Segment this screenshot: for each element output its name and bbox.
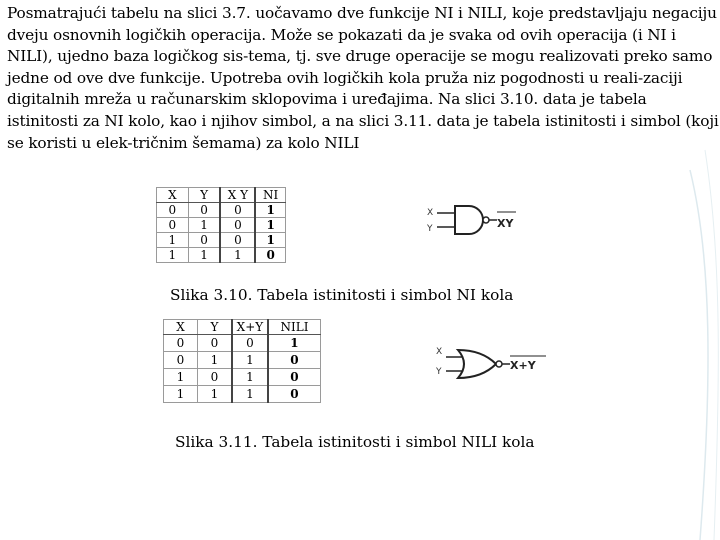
table-cell: 0 xyxy=(220,203,255,218)
nor-gate-symbol xyxy=(430,338,554,394)
table-cell: 1 xyxy=(188,248,220,263)
table-cell: 0 xyxy=(255,248,285,263)
table-cell: 1 xyxy=(232,369,268,386)
table-row xyxy=(164,335,321,352)
nor-truth-table xyxy=(163,319,321,403)
header-cell: X xyxy=(157,188,189,203)
table-cell: 0 xyxy=(164,335,198,352)
gate-input-y-label: Y xyxy=(427,224,433,234)
header-cell: X+Y xyxy=(232,320,268,335)
table-cell: 1 xyxy=(157,248,189,263)
table-cell: 0 xyxy=(188,233,220,248)
header-cell: Y xyxy=(197,320,231,335)
table-cell: 0 xyxy=(268,386,321,403)
table-cell: 1 xyxy=(164,386,198,403)
table-row xyxy=(157,248,286,263)
paragraph-line: se koristi u elek-tričnim šemama) za kolo NILI xyxy=(7,133,360,152)
table-cell: 0 xyxy=(157,203,189,218)
nand-truth-table xyxy=(156,187,286,263)
header-cell: NI xyxy=(255,188,285,203)
body-paragraph xyxy=(7,3,720,154)
paragraph-line: dveju osnovnih logičkih operacija. Može se pokazati da je svaka od ovih operacija (i NI i xyxy=(7,25,676,44)
table-cell: 1 xyxy=(255,233,285,248)
gate-input-y-label: Y xyxy=(436,367,442,377)
table-cell: 1 xyxy=(197,352,231,369)
table-cell: 1 xyxy=(232,352,268,369)
table-header-row xyxy=(164,320,321,335)
paragraph-line: jedne od ove dve funkcije. Upotreba ovih logičkih kola pruža niz pogodnosti u reali-zaciji xyxy=(7,68,683,87)
paragraph-line: NILI), ujedno baza logičkog sis-tema, tj. sve druge operacije se mogu realizovati preko samo xyxy=(7,47,713,66)
table-cell: 1 xyxy=(188,218,220,233)
table-cell: 1 xyxy=(197,386,231,403)
figure-nor xyxy=(160,314,558,415)
gate-input-x-label: X xyxy=(427,208,434,218)
paragraph-line: Posmatrajući tabelu na slici 3.7. uočavamo dve funkcije NI i NILI, koje predstavljaju negaciju xyxy=(7,4,717,22)
table-cell: 1 xyxy=(255,203,285,218)
nand-gate-symbol xyxy=(423,195,523,245)
table-cell: 0 xyxy=(268,352,321,369)
table-header-row xyxy=(157,188,286,203)
table-row xyxy=(157,233,286,248)
table-cell: 1 xyxy=(220,248,255,263)
table-cell: 0 xyxy=(220,233,255,248)
table-cell: 0 xyxy=(188,203,220,218)
paragraph-line: istinitosti za NI kolo, kao i njihov simbol, a na slici 3.11. data je tabela istinitosti i simbol (koji xyxy=(7,111,719,130)
table-cell: 0 xyxy=(197,335,231,352)
table-cell: 1 xyxy=(268,335,321,352)
gate-output-label: XY xyxy=(497,217,514,230)
table-row xyxy=(157,218,286,233)
paragraph-line: digitalnih mreža u računarskim sklopovima i uređajima. Na slici 3.10. data je tabela xyxy=(7,90,647,109)
figure-caption-nand: Slika 3.10. Tabela istinitosti i simbol NI kola xyxy=(170,286,514,304)
gate-output-label: X+Y xyxy=(510,359,536,372)
header-cell: NILI xyxy=(268,320,321,335)
figure-nand xyxy=(153,183,530,275)
header-cell: Y xyxy=(188,188,220,203)
table-cell: 1 xyxy=(255,218,285,233)
table-cell: 0 xyxy=(197,369,231,386)
table-row xyxy=(164,369,321,386)
header-cell: X Y xyxy=(220,188,255,203)
table-cell: 0 xyxy=(232,335,268,352)
table-cell: 0 xyxy=(268,369,321,386)
table-cell: 1 xyxy=(164,369,198,386)
table-cell: 1 xyxy=(157,233,189,248)
gate-input-x-label: X xyxy=(436,347,443,357)
table-row xyxy=(164,386,321,403)
table-cell: 0 xyxy=(220,218,255,233)
table-row xyxy=(164,352,321,369)
table-cell: 1 xyxy=(232,386,268,403)
figure-caption-nor: Slika 3.11. Tabela istinitosti i simbol NILI kola xyxy=(175,433,535,451)
table-cell: 0 xyxy=(164,352,198,369)
header-cell: X xyxy=(164,320,198,335)
table-row xyxy=(157,203,286,218)
table-cell: 0 xyxy=(157,218,189,233)
